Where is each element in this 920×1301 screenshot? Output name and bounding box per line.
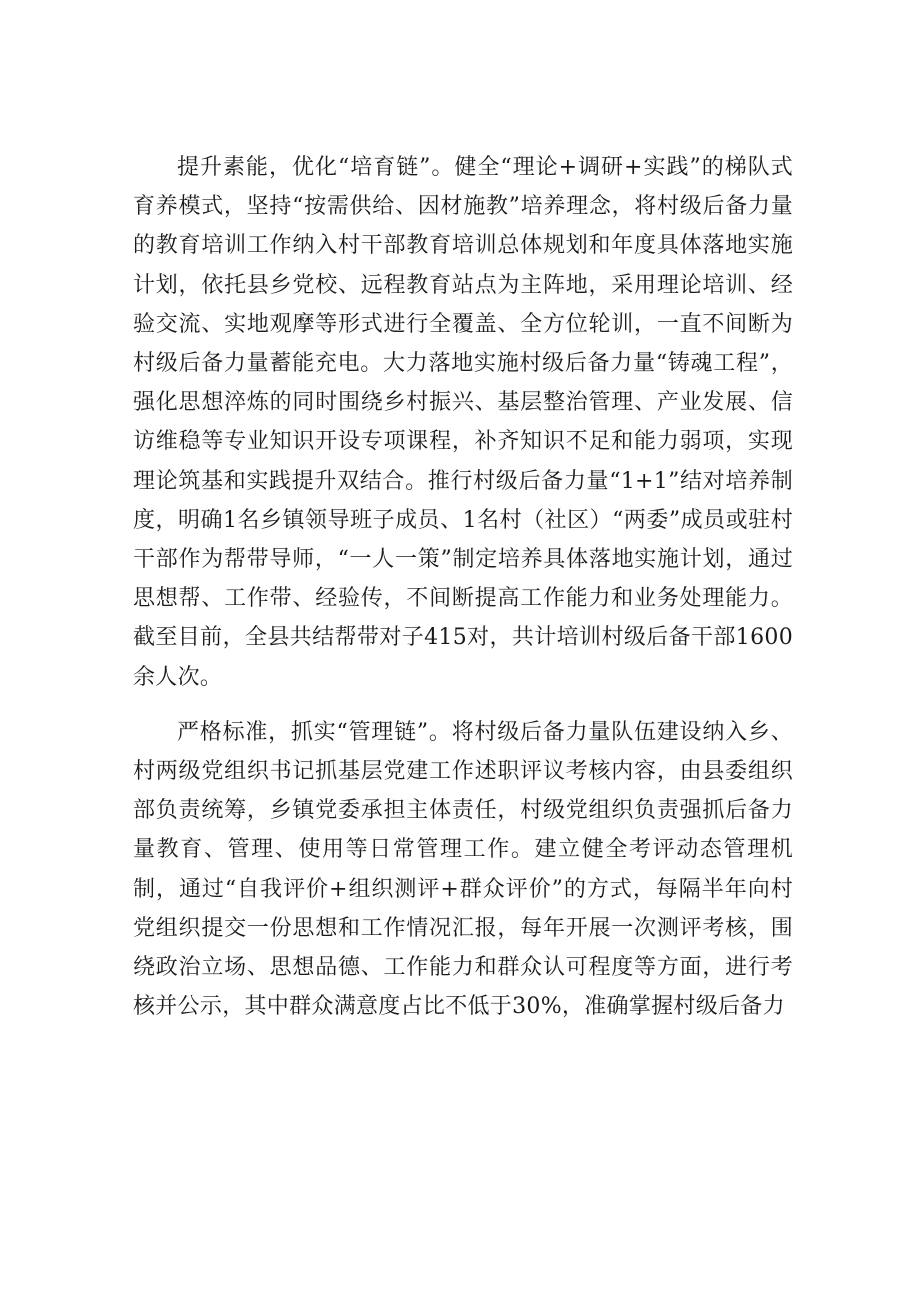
paragraph-cultivation-chain: 提升素能，优化“培育链”。健全“理论+调研+实践”的梯队式育养模式，坚持“按需供给、因材施教”培养理念，将村级后备力量的教育培训工作纳入村干部教育培训总体规划和年度具体落地实施计划，依托县乡党校、远程教育站点为主阵地，采用理论培训、经验交流、实地观摩等形式进行全覆盖、全方位轮训，一直不间断为村级后备力量蓄能充电。大力落地实施村级后备力量“铸魂工程”，强化思想淬炼的同时围绕乡村振兴、基层整治管理、产业发展、信访维稳等专业知识开设专项课程，补齐知识不足和能力弱项，实现理论筑基和实践提升双结合。推行村级后备力量“1+1”结对培养制度，明确1名乡镇领导班子成员、1名村（社区）“两委”成员或驻村干部作为帮带导师，“一人一策”制定培养具体落地实施计划，通过思想帮、工作带、经验传，不间断提高工作能力和业务处理能力。截至目前，全县共结帮带对子415对，共计培训村级后备干部1600余人次。 [133,155,793,690]
paragraph-management-chain: 严格标准，抓实“管理链”。将村级后备力量队伍建设纳入乡、村两级党组织书记抓基层党建工作述职评议考核内容，由县委组织部负责统筹，乡镇党委承担主体责任，村级党组织负责强抓后备力量教育、管理、使用等日常管理工作。建立健全考评动态管理机制，通过“自我评价+组织测评+群众评价”的方式，每隔半年向村党组织提交一份思想和工作情况汇报，每年开展一次测评考核，围绕政治立场、思想品德、工作能力和群众认可程度等方面，进行考核并公示，其中群众满意度占比不低于30%，准确掌握村级后备力 [133,719,793,1020]
document-body [133,148,793,1042]
